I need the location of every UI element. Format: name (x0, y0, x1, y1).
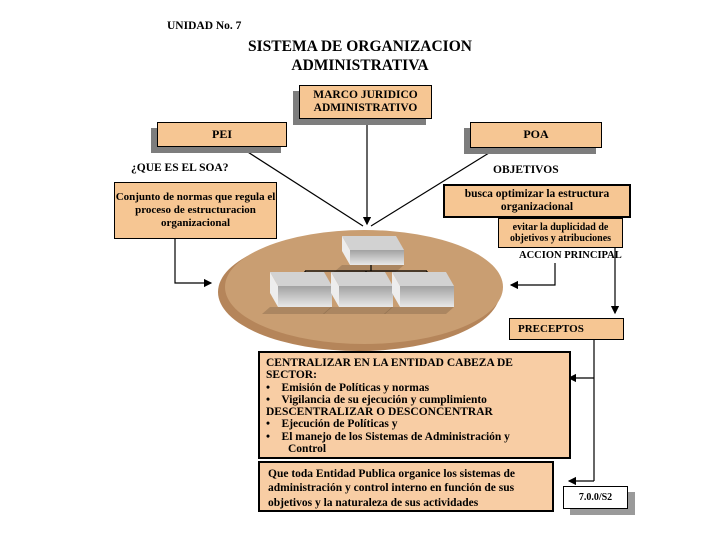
node-poa: POA (470, 122, 602, 148)
label-objetivos: OBJETIVOS (493, 164, 559, 176)
slide-title: SISTEMA DE ORGANIZACION ADMINISTRATIVA (248, 38, 472, 74)
node-pei: PEI (157, 122, 287, 147)
centralizar-line: CENTRALIZAR EN LA ENTIDAD CABEZA DE (266, 357, 513, 369)
label-accion-principal: ACCION PRINCIPAL (519, 250, 622, 261)
node-busca-optimizar: busca optimizar la estructura organizacional (443, 184, 631, 218)
cube-child-node-1 (262, 272, 332, 314)
node-marco-juridico: MARCO JURIDICO ADMINISTRATIVO (299, 85, 432, 119)
slide-code-badge: 7.0.0/S2 (563, 486, 628, 509)
centralizar-line: Control (288, 443, 327, 456)
connector-accion-to-ellipse (511, 263, 555, 285)
centralizar-line: DESCENTRALIZAR O DESCONCENTRAR (266, 406, 493, 419)
centralizar-bullet-line: • Ejecución de Políticas y (266, 418, 398, 431)
label-que-es-el-soa: ¿QUE ES EL SOA? (131, 162, 229, 174)
centralizar-line: SECTOR: (266, 369, 317, 382)
centralizar-bullet-line: • Vigilancia de su ejecución y cumplimiento (266, 393, 487, 406)
unit-label: UNIDAD No. 7 (167, 20, 242, 32)
node-preceptos: PRECEPTOS (509, 318, 624, 340)
node-conjunto-de-normas: Conjunto de normas que regula el proceso de estructuracion organizacional (114, 182, 277, 239)
connector-conjunto-to-ellipse (175, 239, 211, 283)
cube-top-node (334, 236, 404, 272)
cube-child-node-2 (323, 272, 393, 314)
node-que-toda-entidad: Que toda Entidad Publica organice los sistemas de administración y control interno en función de sus objetivos y la naturaleza de sus actividades (258, 461, 554, 512)
centralizar-bullet-line: • El manejo de los Sistemas de Administración y (266, 430, 510, 443)
node-evitar-duplicidad: evitar la duplicidad de objetivos y atribuciones (498, 218, 623, 248)
centralizar-bullet-line: • Emisión de Políticas y normas (266, 381, 430, 394)
cube-child-node-3 (384, 272, 454, 314)
node-centralizar-descentralizar (258, 351, 571, 459)
